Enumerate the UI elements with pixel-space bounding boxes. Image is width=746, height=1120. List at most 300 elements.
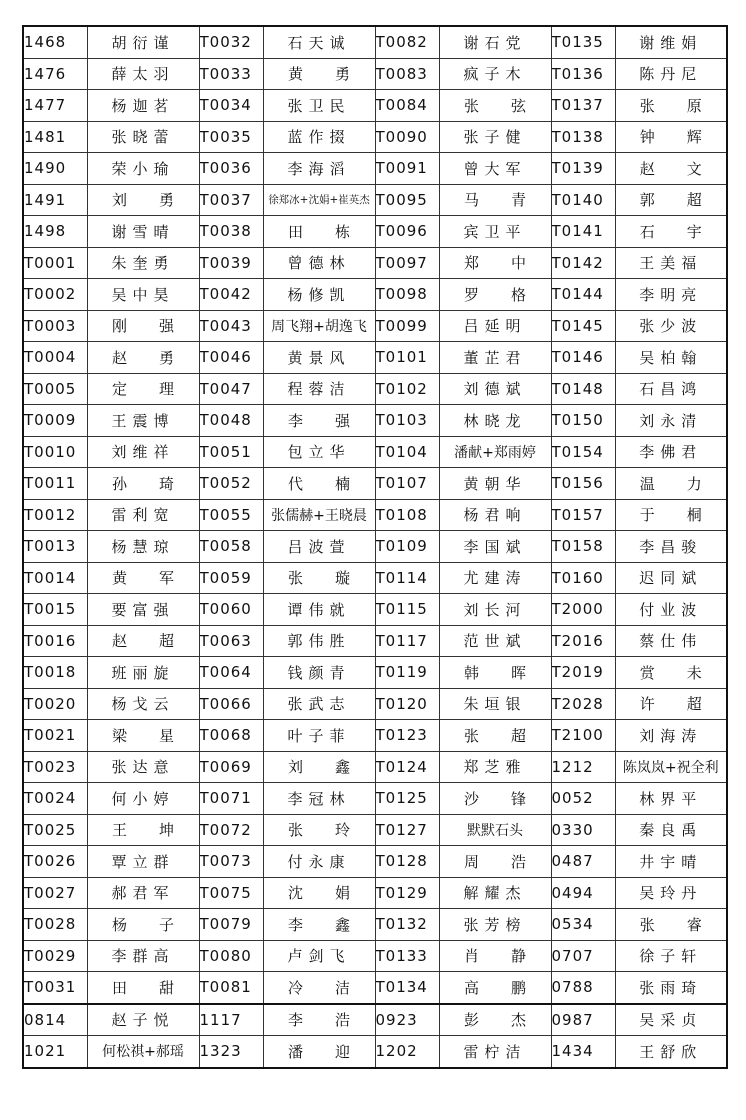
member-name-cell: 曾大军 — [439, 153, 551, 185]
member-id-cell: T0145 — [551, 310, 615, 342]
member-id-cell: T0009 — [23, 405, 87, 437]
member-id-cell: T0128 — [375, 846, 439, 878]
name-char: 冷 — [288, 978, 304, 997]
member-name-text — [288, 756, 350, 777]
name-char: 栋 — [334, 222, 350, 241]
member-id-cell: T0069 — [199, 751, 263, 783]
member-name-cell — [439, 657, 551, 689]
member-id-cell: T0063 — [199, 625, 263, 657]
name-char: 彭 — [464, 1011, 480, 1030]
member-name-text — [464, 788, 526, 809]
member-name-cell — [87, 373, 199, 405]
member-id-cell: 1468 — [23, 26, 87, 58]
name-char: 刘 — [288, 758, 304, 777]
member-id-cell: T0010 — [23, 436, 87, 468]
member-name-cell — [263, 1036, 375, 1068]
member-name-text — [288, 914, 350, 935]
member-name-text — [640, 662, 702, 683]
member-id-cell: T0060 — [199, 594, 263, 626]
name-char: 赵 — [112, 632, 128, 651]
member-name-cell — [263, 468, 375, 500]
member-id-cell: 0330 — [551, 814, 615, 846]
member-name-cell: 默默石头 — [439, 814, 551, 846]
name-char: 杰 — [510, 1011, 526, 1030]
member-name-cell: 雷柠洁 — [439, 1036, 551, 1068]
member-id-cell: T0079 — [199, 909, 263, 941]
member-id-cell: T0028 — [23, 909, 87, 941]
member-name-cell: 张芳榜 — [439, 909, 551, 941]
name-char: 宇 — [686, 222, 702, 241]
member-name-cell: 郭伟胜 — [263, 625, 375, 657]
name-char: 辉 — [686, 128, 702, 147]
member-id-cell: T0119 — [375, 657, 439, 689]
member-name-cell: 秦良禹 — [615, 814, 727, 846]
name-char: 坤 — [158, 821, 174, 840]
member-id-cell: 0923 — [375, 1004, 439, 1036]
member-id-cell: T0097 — [375, 247, 439, 279]
member-id-cell: T0104 — [375, 436, 439, 468]
member-name-cell: 蓝作掇 — [263, 121, 375, 153]
member-id-cell: T2016 — [551, 625, 615, 657]
member-name-text — [112, 473, 174, 494]
member-id-cell: 0987 — [551, 1004, 615, 1036]
member-name-cell — [615, 688, 727, 720]
name-char: 桐 — [686, 506, 702, 525]
member-id-cell: 0707 — [551, 940, 615, 972]
name-char: 迎 — [334, 1042, 350, 1061]
name-char: 肖 — [464, 947, 480, 966]
member-id-cell: T0003 — [23, 310, 87, 342]
table-row — [23, 26, 727, 58]
member-id-cell: T0036 — [199, 153, 263, 185]
member-id-cell: T0004 — [23, 342, 87, 374]
member-name-cell — [439, 247, 551, 279]
member-name-text — [640, 914, 702, 935]
member-name-cell — [439, 720, 551, 752]
member-name-text — [112, 819, 174, 840]
table-row — [23, 625, 727, 657]
member-id-cell: 0814 — [23, 1004, 87, 1036]
member-name-text — [288, 882, 350, 903]
member-id-cell: T0132 — [375, 909, 439, 941]
member-name-cell — [439, 940, 551, 972]
member-name-text — [464, 725, 526, 746]
member-id-cell: T0029 — [23, 940, 87, 972]
member-id-cell: 1202 — [375, 1036, 439, 1068]
member-name-cell: 叶子菲 — [263, 720, 375, 752]
member-id-cell: T2028 — [551, 688, 615, 720]
member-name-cell: 何小婷 — [87, 783, 199, 815]
member-id-cell: 0494 — [551, 877, 615, 909]
member-name-cell: 林界平 — [615, 783, 727, 815]
name-char: 静 — [510, 947, 526, 966]
name-char: 温 — [639, 474, 655, 493]
member-id-cell: T0020 — [23, 688, 87, 720]
member-name-cell — [615, 499, 727, 531]
member-id-cell: 1481 — [23, 121, 87, 153]
table-row — [23, 184, 727, 216]
member-name-text — [112, 315, 174, 336]
member-name-cell: 刘长河 — [439, 594, 551, 626]
member-id-cell: T0047 — [199, 373, 263, 405]
member-name-cell — [615, 184, 727, 216]
member-id-cell: T0059 — [199, 562, 263, 594]
name-char: 弦 — [510, 96, 526, 115]
member-name-cell: 吴采贞 — [615, 1004, 727, 1036]
name-char: 超 — [510, 726, 526, 745]
member-name-cell: 朱奎勇 — [87, 247, 199, 279]
member-id-cell: 1490 — [23, 153, 87, 185]
member-id-cell: T0027 — [23, 877, 87, 909]
member-id-cell: T0032 — [199, 26, 263, 58]
member-id-cell: 1498 — [23, 216, 87, 248]
member-id-cell: T0115 — [375, 594, 439, 626]
member-name-text — [112, 189, 174, 210]
member-name-text — [464, 95, 526, 116]
name-char: 田 — [112, 978, 128, 997]
name-char: 力 — [686, 474, 702, 493]
member-id-cell: T0024 — [23, 783, 87, 815]
member-id-cell: T0001 — [23, 247, 87, 279]
member-name-cell: 解耀杰 — [439, 877, 551, 909]
member-name-cell — [615, 909, 727, 941]
member-name-cell — [439, 279, 551, 311]
member-name-cell: 荣小瑜 — [87, 153, 199, 185]
member-name-cell: 李群高 — [87, 940, 199, 972]
member-name-text — [288, 977, 350, 998]
member-name-cell — [87, 909, 199, 941]
member-name-cell — [439, 1004, 551, 1036]
member-name-cell — [263, 562, 375, 594]
member-id-cell: T0138 — [551, 121, 615, 153]
member-id-cell: T0091 — [375, 153, 439, 185]
member-name-cell: 张达意 — [87, 751, 199, 783]
name-char: 韩 — [464, 663, 480, 682]
member-id-cell: T0014 — [23, 562, 87, 594]
member-name-cell: 要富强 — [87, 594, 199, 626]
member-name-cell: 李佛君 — [615, 436, 727, 468]
member-id-cell: T0096 — [375, 216, 439, 248]
member-name-cell: 谢石党 — [439, 26, 551, 58]
member-id-cell: T0125 — [375, 783, 439, 815]
member-name-text — [464, 662, 526, 683]
name-char: 鑫 — [334, 915, 350, 934]
member-name-cell: 黄景风 — [263, 342, 375, 374]
member-name-text — [640, 189, 702, 210]
member-name-cell: 张卫民 — [263, 90, 375, 122]
member-name-cell: 张雨琦 — [615, 972, 727, 1004]
member-id-cell: T0156 — [551, 468, 615, 500]
member-name-cell: 薛太羽 — [87, 58, 199, 90]
member-id-cell: T0072 — [199, 814, 263, 846]
member-id-cell: T0055 — [199, 499, 263, 531]
member-id-cell: T0144 — [551, 279, 615, 311]
member-id-cell: T0134 — [375, 972, 439, 1004]
name-char: 潘 — [288, 1042, 304, 1061]
member-name-cell: 李冠林 — [263, 783, 375, 815]
member-name-cell: 疯子木 — [439, 58, 551, 90]
member-name-cell — [263, 751, 375, 783]
name-char: 高 — [464, 978, 480, 997]
member-name-cell: 朱垣银 — [439, 688, 551, 720]
member-name-cell: 吴玲丹 — [615, 877, 727, 909]
member-name-cell: 雷利宽 — [87, 499, 199, 531]
member-name-cell: 付永康 — [263, 846, 375, 878]
name-char: 洁 — [334, 978, 350, 997]
name-char: 周 — [464, 852, 480, 871]
member-name-cell: 张儒赫+王晓晨 — [263, 499, 375, 531]
member-name-cell — [263, 877, 375, 909]
member-name-cell: 迟同斌 — [615, 562, 727, 594]
member-name-cell: 刘永清 — [615, 405, 727, 437]
member-name-cell: 宾卫平 — [439, 216, 551, 248]
member-name-cell: 张子健 — [439, 121, 551, 153]
table-row — [23, 405, 727, 437]
name-char: 晖 — [510, 663, 526, 682]
member-id-cell: T0127 — [375, 814, 439, 846]
name-char: 定 — [112, 380, 128, 399]
table-row — [23, 279, 727, 311]
member-id-cell: T0080 — [199, 940, 263, 972]
member-name-text — [640, 504, 702, 525]
table-row — [23, 657, 727, 689]
member-id-cell: T0103 — [375, 405, 439, 437]
name-char: 于 — [639, 506, 655, 525]
member-id-cell: 0534 — [551, 909, 615, 941]
member-name-cell: 陈岚岚+祝全利 — [615, 751, 727, 783]
name-char: 张 — [288, 821, 304, 840]
member-name-cell: 黄朝华 — [439, 468, 551, 500]
member-id-cell: T0005 — [23, 373, 87, 405]
name-char: 石 — [639, 222, 655, 241]
member-name-text — [464, 851, 526, 872]
name-char: 超 — [686, 695, 702, 714]
member-id-cell: T0137 — [551, 90, 615, 122]
name-char: 张 — [464, 726, 480, 745]
member-name-cell: 包立华 — [263, 436, 375, 468]
member-id-cell: T0160 — [551, 562, 615, 594]
member-id-cell: 1323 — [199, 1036, 263, 1068]
member-name-cell: 吕延明 — [439, 310, 551, 342]
member-name-cell: 刘德斌 — [439, 373, 551, 405]
member-name-text — [640, 95, 702, 116]
member-name-cell: 吴柏翰 — [615, 342, 727, 374]
member-id-cell: T0158 — [551, 531, 615, 563]
member-name-text — [464, 977, 526, 998]
member-name-cell — [263, 814, 375, 846]
member-id-cell: 1491 — [23, 184, 87, 216]
name-char: 张 — [464, 96, 480, 115]
member-name-text — [112, 378, 174, 399]
member-id-cell: T0123 — [375, 720, 439, 752]
member-name-cell — [615, 216, 727, 248]
name-char: 浩 — [510, 852, 526, 871]
table-row — [23, 121, 727, 153]
table-row — [23, 909, 727, 941]
member-id-cell: T0031 — [23, 972, 87, 1004]
table-row — [23, 562, 727, 594]
member-name-cell: 杨修凯 — [263, 279, 375, 311]
member-id-cell: T0021 — [23, 720, 87, 752]
member-id-cell: T0073 — [199, 846, 263, 878]
member-name-cell: 李海滔 — [263, 153, 375, 185]
member-name-cell: 石天诚 — [263, 26, 375, 58]
member-name-text — [640, 158, 702, 179]
member-id-cell: T0038 — [199, 216, 263, 248]
table-row — [23, 531, 727, 563]
name-char: 军 — [158, 569, 174, 588]
name-char: 甜 — [158, 978, 174, 997]
member-name-cell: 王美福 — [615, 247, 727, 279]
member-id-cell: T0117 — [375, 625, 439, 657]
table-row — [23, 1004, 727, 1036]
name-char: 楠 — [334, 474, 350, 493]
name-char: 黄 — [288, 65, 304, 84]
member-name-cell: 林晓龙 — [439, 405, 551, 437]
table-row — [23, 216, 727, 248]
name-char: 璇 — [334, 569, 350, 588]
member-name-text — [288, 410, 350, 431]
table-row — [23, 468, 727, 500]
member-name-cell — [439, 846, 551, 878]
table-row — [23, 814, 727, 846]
name-char: 杨 — [112, 915, 128, 934]
roster-body — [23, 26, 727, 1068]
member-name-cell: 郝君军 — [87, 877, 199, 909]
name-char: 刘 — [112, 191, 128, 210]
name-char: 沙 — [464, 789, 480, 808]
member-name-cell: 杨君响 — [439, 499, 551, 531]
member-name-text — [640, 126, 702, 147]
member-name-cell: 谢维娟 — [615, 26, 727, 58]
table-row — [23, 373, 727, 405]
member-name-cell — [263, 405, 375, 437]
member-name-cell: 董芷君 — [439, 342, 551, 374]
member-id-cell: T0140 — [551, 184, 615, 216]
member-id-cell: T0141 — [551, 216, 615, 248]
member-name-cell: 郑芝雅 — [439, 751, 551, 783]
member-id-cell: T0124 — [375, 751, 439, 783]
table-row — [23, 783, 727, 815]
member-id-cell: T0142 — [551, 247, 615, 279]
member-id-cell: T0033 — [199, 58, 263, 90]
name-char: 钟 — [639, 128, 655, 147]
member-name-text — [288, 819, 350, 840]
name-char: 张 — [639, 96, 655, 115]
member-id-cell: 0052 — [551, 783, 615, 815]
name-char: 李 — [288, 1011, 304, 1030]
name-char: 刚 — [112, 317, 128, 336]
name-char: 李 — [288, 915, 304, 934]
member-id-cell: T0066 — [199, 688, 263, 720]
member-name-cell: 石昌鸿 — [615, 373, 727, 405]
member-name-cell: 徐子轩 — [615, 940, 727, 972]
table-row — [23, 58, 727, 90]
name-char: 睿 — [686, 915, 702, 934]
member-name-cell — [263, 1004, 375, 1036]
member-name-text — [464, 189, 526, 210]
member-id-cell: T2000 — [551, 594, 615, 626]
member-id-cell: T0034 — [199, 90, 263, 122]
member-id-cell: T0048 — [199, 405, 263, 437]
table-row — [23, 594, 727, 626]
member-name-text — [640, 473, 702, 494]
member-name-cell — [263, 58, 375, 90]
member-id-cell: T0150 — [551, 405, 615, 437]
table-row — [23, 90, 727, 122]
member-name-cell: 吴中昊 — [87, 279, 199, 311]
member-name-cell — [263, 216, 375, 248]
name-char: 锋 — [510, 789, 526, 808]
member-id-cell: T0107 — [375, 468, 439, 500]
member-name-cell — [615, 657, 727, 689]
table-row — [23, 247, 727, 279]
member-name-cell: 周飞翔+胡逸飞 — [263, 310, 375, 342]
table-row — [23, 877, 727, 909]
member-name-cell: 尤建涛 — [439, 562, 551, 594]
name-char: 代 — [288, 474, 304, 493]
member-id-cell: T0133 — [375, 940, 439, 972]
table-row — [23, 720, 727, 752]
member-id-cell: T0018 — [23, 657, 87, 689]
member-id-cell: 1434 — [551, 1036, 615, 1068]
member-name-cell — [87, 468, 199, 500]
member-id-cell: T0084 — [375, 90, 439, 122]
member-name-cell — [615, 90, 727, 122]
member-name-cell — [439, 90, 551, 122]
member-id-cell: T0051 — [199, 436, 263, 468]
member-name-cell — [87, 184, 199, 216]
member-id-cell: T0025 — [23, 814, 87, 846]
name-char: 未 — [686, 663, 702, 682]
member-name-text — [288, 567, 350, 588]
member-name-cell — [87, 342, 199, 374]
table-row — [23, 436, 727, 468]
member-id-cell: T0129 — [375, 877, 439, 909]
member-name-cell: 徐郑冰+沈娟+崔英杰 — [263, 184, 375, 216]
name-char: 赵 — [112, 348, 128, 367]
member-id-cell: T0058 — [199, 531, 263, 563]
member-name-cell — [263, 972, 375, 1004]
member-name-cell: 赵子悦 — [87, 1004, 199, 1036]
name-char: 超 — [158, 632, 174, 651]
member-id-cell: T0090 — [375, 121, 439, 153]
name-char: 许 — [639, 695, 655, 714]
table-row — [23, 499, 727, 531]
name-char: 星 — [158, 726, 174, 745]
member-name-text — [288, 63, 350, 84]
member-name-cell: 李明亮 — [615, 279, 727, 311]
member-name-cell: 杨戈云 — [87, 688, 199, 720]
table-row — [23, 310, 727, 342]
name-char: 李 — [288, 411, 304, 430]
member-name-text — [288, 1009, 350, 1030]
member-name-cell — [439, 184, 551, 216]
member-name-cell — [87, 562, 199, 594]
member-name-text — [640, 693, 702, 714]
member-id-cell: T0013 — [23, 531, 87, 563]
member-id-cell: T0139 — [551, 153, 615, 185]
member-id-cell: T0146 — [551, 342, 615, 374]
member-id-cell: T0064 — [199, 657, 263, 689]
member-name-cell — [615, 153, 727, 185]
name-char: 田 — [288, 222, 304, 241]
member-id-cell: 1477 — [23, 90, 87, 122]
table-row — [23, 846, 727, 878]
name-char: 梁 — [112, 726, 128, 745]
member-id-cell: T0011 — [23, 468, 87, 500]
member-name-cell: 井宇晴 — [615, 846, 727, 878]
